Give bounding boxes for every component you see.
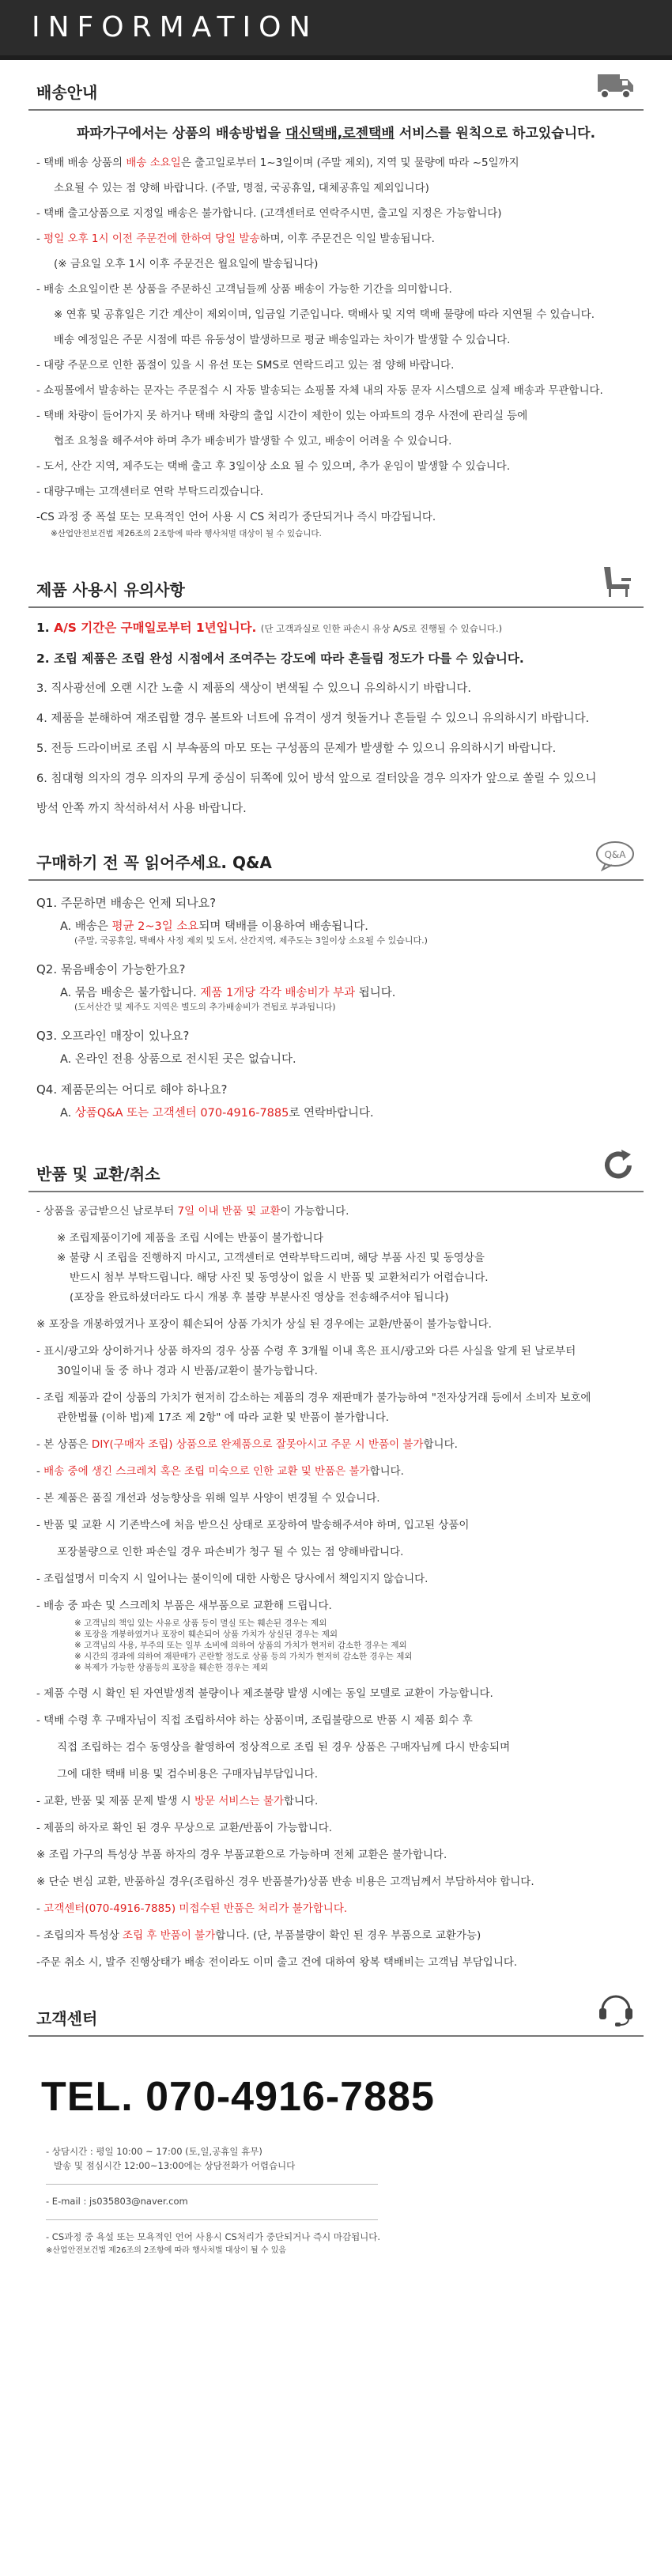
returns-small-note: ※ 복제가 가능한 상품등의 포장을 훼손한 경우는 제외 bbox=[74, 1663, 269, 1672]
returns-item-text-post: 합니다. (단, 부품불량이 확인 된 경우 부품으로 교환가능) bbox=[215, 1929, 481, 1942]
returns-item-text: 관한법률 (이하 법)제 17조 제 2항" 에 따라 교환 및 반품이 불가합니다. bbox=[57, 1411, 390, 1424]
returns-section bbox=[0, 1142, 672, 1970]
returns-item bbox=[28, 1847, 644, 1863]
qna-answer-text-post: 로 연락바랍니다. bbox=[289, 1107, 374, 1120]
delivery-item bbox=[28, 156, 644, 171]
usage-item-text: 3. 직사광선에 오랜 시간 노출 시 제품의 색상이 변색될 수 있으니 유의하시기 바랍니다. bbox=[36, 682, 471, 695]
returns-item bbox=[28, 1955, 644, 1970]
returns-item-text: - 배송 중 파손 및 스크레치 부품은 새부품으로 교환해 드립니다. bbox=[36, 1600, 332, 1612]
usage-item bbox=[28, 740, 644, 757]
returns-item bbox=[28, 1464, 644, 1479]
usage-item-text: 5. 전등 드라이버로 조립 시 부속품의 마모 또는 구성품의 문제가 발생할 수 있으니 유의하시기 바랍니다. bbox=[36, 742, 557, 755]
returns-item bbox=[28, 1490, 644, 1506]
delivery-lead bbox=[28, 122, 644, 142]
delivery-item-text: - 택배 차량이 들어가지 못 하거나 택배 차량의 출입 시간이 제한이 있는 아파트의 경우 사전에 관리실 등에 bbox=[36, 410, 528, 422]
usage-item-highlight: A/S 기간은 구매일로부터 1년입니다. bbox=[54, 621, 257, 635]
qna-question: Q2. 묶음배송이 가능한가요? bbox=[36, 962, 186, 976]
delivery-header bbox=[28, 60, 644, 111]
delivery-item-text-post: 하며, 이후 주문건은 익일 발송됩니다. bbox=[259, 232, 435, 245]
returns-item-text: ※ 조립 가구의 특성상 부품 하자의 경우 부품교환으로 가능하며 전체 교환은 불가합니다. bbox=[36, 1849, 447, 1861]
qna-list bbox=[28, 895, 644, 1121]
delivery-item bbox=[28, 181, 644, 196]
delivery-item-text-post: 은 출고일로부터 1~3일이며 (주말 제외), 지역 및 물량에 따라 ~5일까지 bbox=[180, 157, 519, 169]
usage-heading: 제품 사용시 유의사항 bbox=[36, 580, 185, 599]
returns-item-text: ※ 단순 변심 교환, 반품하실 경우(조립하신 경우 반품불가)상품 반송 비용은 고객님께서 부담하셔야 합니다. bbox=[36, 1875, 534, 1888]
qna-heading: 구매하기 전 꼭 읽어주세요. Q&A bbox=[36, 853, 272, 872]
qna-answer bbox=[28, 1052, 644, 1067]
returns-small-note: ※ 시간의 경과에 의하여 재판매가 곤란할 정도로 상품 등의 가치가 현저히 감소한 경우는 제외 bbox=[74, 1652, 413, 1661]
usage-header bbox=[28, 557, 644, 608]
delivery-item-text: 소요될 수 있는 점 양해 바랍니다. (주말, 명절, 국공휴일, 대체공휴일 제외입니다) bbox=[54, 182, 429, 195]
qna-question: Q3. 오프라인 매장이 있나요? bbox=[36, 1029, 190, 1043]
returns-item-highlight: 고객센터(070-4916-7885) 미접수된 반품은 처리가 불가합니다. bbox=[43, 1902, 348, 1915]
returns-item bbox=[28, 1874, 644, 1890]
cs-tel[interactable]: TEL. 070-4916-7885 bbox=[41, 2074, 435, 2120]
returns-item-text-post: 합니다. bbox=[283, 1795, 319, 1807]
returns-item-text: - 택배 수령 후 구매자님이 직접 조립하셔야 하는 상품이며, 조립불량으로 반품 시 제품 회수 후 bbox=[36, 1714, 473, 1727]
returns-item bbox=[28, 1437, 644, 1452]
returns-item-text: - 본 상품은 bbox=[36, 1438, 92, 1451]
returns-item-text: -주문 취소 시, 발주 진행상태가 배송 전이라도 이미 출고 건에 대하여 왕복 택배비는 고객님 부담입니다. bbox=[36, 1956, 518, 1969]
returns-item bbox=[28, 1793, 644, 1809]
delivery-item bbox=[28, 358, 644, 373]
returns-item-text: - 교환, 반품 및 제품 문제 발생 시 bbox=[36, 1795, 194, 1807]
returns-item-text: - 제품의 하자로 확인 된 경우 무상으로 교환/반품이 가능합니다. bbox=[36, 1822, 333, 1834]
qna-answer-text-post: 됩니다. bbox=[355, 987, 396, 999]
cs-section bbox=[0, 1986, 672, 2258]
qna-answer-text-post: 되며 택배를 이용하여 배송됩니다. bbox=[198, 920, 368, 933]
returns-item bbox=[28, 1901, 644, 1917]
returns-item bbox=[28, 1290, 644, 1305]
returns-item bbox=[28, 1598, 644, 1614]
usage-item bbox=[28, 710, 644, 727]
delivery-section bbox=[0, 60, 672, 540]
qna-answer bbox=[28, 1105, 644, 1121]
delivery-item-text: 협조 요청을 해주셔야 하며 추가 배송비가 발생할 수 있고, 배송이 어려울 수 있습니다. bbox=[54, 435, 452, 448]
returns-item bbox=[28, 1250, 644, 1266]
returns-item bbox=[28, 1713, 644, 1728]
returns-item-text: - 조립설명서 미숙지 시 일어나는 불이익에 대한 사항은 당사에서 책임지지 않습니다. bbox=[36, 1573, 428, 1585]
delivery-item bbox=[28, 434, 644, 449]
usage-item bbox=[28, 770, 644, 788]
returns-item bbox=[28, 1766, 644, 1782]
delivery-item-text: - 배송 소요일이란 본 상품을 주문하신 고객님들께 상품 배송이 가능한 기간을 의미합니다. bbox=[36, 283, 452, 296]
qna-answer-highlight: 상품Q&A 또는 고객센터 070-4916-7885 bbox=[74, 1107, 289, 1120]
returns-item-highlight: 배송 중에 생긴 스크레치 혹은 조립 미숙으로 인한 교환 및 반품은 불가 bbox=[43, 1465, 370, 1478]
qna-section bbox=[0, 830, 672, 1142]
returns-item-text: - 본 제품은 품질 개선과 성능향상을 위해 일부 사양이 변경될 수 있습니다. bbox=[36, 1492, 380, 1505]
delivery-item-highlight: 평일 오후 1시 이전 주문건에 한하여 당일 발송 bbox=[43, 232, 260, 245]
returns-item-text: - 조립 제품과 같이 상품의 가치가 현저히 감소하는 제품의 경우 재판매가 불가능하여 "전자상거래 등에서 소비자 보호에 bbox=[36, 1392, 591, 1404]
returns-item-text-post: 합니다. bbox=[369, 1465, 404, 1478]
qna-answer-note: (도서산간 및 제주도 지역은 별도의 추가배송비가 견됩로 부과됩니다) bbox=[74, 1002, 336, 1012]
returns-item bbox=[28, 1571, 644, 1587]
delivery-heading: 배송안내 bbox=[36, 83, 98, 102]
usage-item-text: 1. bbox=[36, 621, 55, 635]
usage-item-text: 4. 제품을 분해하여 재조립할 경우 볼트와 너트에 유격이 생겨 헛돌거나 흔들릴 수 있으니 유의하시기 바랍니다. bbox=[36, 712, 590, 725]
qna-badge-text: Q&A bbox=[604, 849, 626, 860]
returns-item bbox=[28, 1203, 644, 1219]
delivery-item-text: - bbox=[36, 232, 44, 245]
returns-small-note: ※ 고객님의 사용, 부주의 또는 일부 소비에 의하여 상품의 가치가 현저히 감소한 경우는 제외 bbox=[74, 1641, 407, 1650]
cs-email[interactable]: - E-mail : js035803@naver.com bbox=[46, 2196, 188, 2207]
returns-item-text-post: 이 가능합니다. bbox=[280, 1205, 349, 1218]
returns-item-text: 직접 조립하는 검수 동영상을 촬영하여 정상적으로 조립 된 경우 상품은 구매자님께 다시 반송되며 bbox=[57, 1741, 511, 1754]
delivery-cs-row: -CS 과정 중 폭설 또는 모욕적인 언어 사용 시 CS 처리가 중단되거나 즉시 마감됩니다. bbox=[36, 511, 436, 523]
usage-item bbox=[28, 650, 644, 667]
returns-item bbox=[28, 1230, 644, 1246]
delivery-item bbox=[28, 333, 644, 348]
usage-item-text: 방석 안쪽 까지 착석하셔서 사용 바랍니다. bbox=[36, 803, 247, 815]
returns-item-text: (포장을 완료하셨더라도 다시 개봉 후 불량 부분사진 영상을 전송해주셔야 됩니다) bbox=[70, 1291, 449, 1304]
delivery-item-text: - 쇼핑몰에서 발송하는 문자는 주문접수 시 자동 발송되는 쇼핑몰 자체 내의 자동 문자 시스템으로 실제 배송과 무관합니다. bbox=[36, 384, 603, 397]
returns-item-text-post: 합니다. bbox=[423, 1438, 458, 1451]
usage-item bbox=[28, 800, 644, 818]
qna-bubble-icon bbox=[595, 840, 636, 871]
qna-answer bbox=[28, 919, 644, 935]
cs-hours: - 상담시간 : 평일 10:00 ~ 17:00 (토,일,공휴일 휴무) bbox=[46, 2146, 262, 2157]
delivery-item bbox=[28, 206, 644, 221]
delivery-item-text: - 도서, 산간 지역, 제주도는 택배 출고 후 3일이상 소요 될 수 있으며, 추가 운임이 발생할 수 있습니다. bbox=[36, 460, 511, 473]
delivery-item-text: ※ 연휴 및 공휴일은 기간 계산이 제외이며, 입금일 기준입니다. 택배사 및 지역 택배 물량에 따라 지연될 수 있습니다. bbox=[54, 308, 595, 321]
qna-answer-note: (주말, 국공휴일, 택배사 사정 제외 및 도서, 산간지역, 제주도는 3일이상 소요될 수 있습니다.) bbox=[74, 935, 428, 946]
delivery-item-text: - 택배 배송 상품의 bbox=[36, 157, 126, 169]
qna-answer-highlight: 제품 1개당 각각 배송비가 부과 bbox=[200, 987, 356, 999]
returns-item-text: ※ 조립제품이기에 제품을 조립 시에는 반품이 불가합니다 bbox=[57, 1232, 324, 1245]
usage-list bbox=[28, 619, 644, 818]
qna-answer bbox=[28, 985, 644, 1001]
qna-answer-text: A. bbox=[60, 1107, 75, 1120]
returns-item-text: ※ 불량 시 조립을 진행하지 마시고, 고객센터로 연락부탁드리며, 해당 부품 사진 및 동영상을 bbox=[57, 1252, 485, 1264]
qna-header bbox=[28, 830, 644, 881]
returns-item-text: - 제품 수령 시 확인 된 자연발생적 불량이나 제조불량 발생 시에는 동일 모델로 교환이 가능합니다. bbox=[36, 1687, 493, 1700]
qna-answer-text: A. 온라인 전용 상품으로 전시된 곳은 없습니다. bbox=[60, 1053, 296, 1066]
delivery-item-text: - 대량구매는 고객센터로 연락 부탁드리겠습니다. bbox=[36, 485, 264, 498]
delivery-item bbox=[28, 409, 644, 424]
refresh-icon bbox=[601, 1148, 636, 1183]
cs-divider-2 bbox=[46, 2219, 378, 2220]
cs-policy: - CS과정 중 욕설 또는 모욕적인 언어 사용시 CS처리가 중단되거나 즉시 마감됩니다. bbox=[46, 2231, 381, 2242]
delivery-item-text: - 택배 출고상품으로 지정일 배송은 불가합니다. (고객센터로 연락주시면, 출고일 지정은 가능합니다) bbox=[36, 207, 502, 220]
returns-item bbox=[28, 1390, 644, 1406]
returns-item-text: - bbox=[36, 1902, 44, 1915]
delivery-list bbox=[28, 156, 644, 500]
returns-small-note: ※ 고객님의 책임 있는 사유로 상품 등이 멸실 또는 훼손된 경우는 제외 bbox=[74, 1618, 327, 1628]
returns-item bbox=[28, 1544, 644, 1560]
delivery-item bbox=[28, 383, 644, 398]
returns-item-text: - bbox=[36, 1465, 44, 1478]
returns-list-2 bbox=[28, 1686, 644, 1970]
returns-list bbox=[28, 1203, 644, 1614]
delivery-item-text: 배송 예정일은 주문 시점에 따른 유동성이 발생하므로 평균 배송일과는 차이가 발생할 수 있습니다. bbox=[54, 334, 511, 346]
returns-item bbox=[28, 1316, 644, 1332]
banner-title: INFORMATION bbox=[32, 11, 319, 43]
lead-text: 파파가구에서는 상품의 배송방법을 bbox=[76, 126, 286, 142]
cs-header bbox=[28, 1986, 644, 2037]
returns-item-text: 그에 대한 택배 비용 및 검수비용은 구매자님부담입니다. bbox=[57, 1768, 318, 1781]
usage-item-text: 2. 조립 제품은 조립 완성 시점에서 조여주는 강도에 따라 흔들림 정도가 다를 수 있습니다. bbox=[36, 652, 524, 666]
returns-item bbox=[28, 1517, 644, 1533]
lead-text-post: 서비스를 원칙으로 하고있습니다. bbox=[394, 126, 596, 142]
delivery-item-highlight: 배송 소요일 bbox=[126, 157, 181, 169]
returns-item bbox=[28, 1739, 644, 1755]
returns-item bbox=[28, 1343, 644, 1359]
returns-item-text: - 반품 및 교환 시 기존박스에 처음 받으신 상태로 포장하여 발송해주셔야 하며, 입고된 상품이 bbox=[36, 1519, 470, 1532]
chair-icon bbox=[598, 564, 636, 599]
delivery-item bbox=[28, 257, 644, 272]
cs-divider bbox=[46, 2184, 378, 2185]
returns-item-highlight: DIY(구매자 조립) 상품으로 완제품으로 잘못아시고 주문 시 반품이 불가 bbox=[91, 1438, 424, 1451]
cs-heading: 고객센터 bbox=[36, 2009, 98, 2028]
returns-item bbox=[28, 1270, 644, 1286]
delivery-item bbox=[28, 485, 644, 500]
usage-item-note: (단 고객과실로 인한 파손시 유상 A/S로 진행될 수 있습니다.) bbox=[260, 623, 503, 634]
qna-answer-text: A. 배송은 bbox=[60, 920, 112, 933]
usage-item bbox=[28, 619, 644, 637]
qna-answer-text: A. 묶음 배송은 불가합니다. bbox=[60, 987, 201, 999]
returns-small-note: ※ 포장을 개봉하였거나 포장이 훼손되어 상품 가치가 상실된 경우는 제외 bbox=[74, 1630, 338, 1639]
qna-question: Q4. 제품문의는 어디로 해야 하나요? bbox=[36, 1082, 228, 1097]
returns-item bbox=[28, 1363, 644, 1379]
returns-item-text: - 상품을 공급받으신 날로부터 bbox=[36, 1205, 178, 1218]
delivery-item bbox=[28, 282, 644, 297]
returns-item-text: - 조립의자 특성상 bbox=[36, 1929, 123, 1942]
returns-item bbox=[28, 1820, 644, 1836]
usage-item-text: 6. 침대형 의자의 경우 의자의 무게 중심이 뒤쪽에 있어 방석 앞으로 걸터앉을 경우 의자가 앞으로 쏠릴 수 있으니 bbox=[36, 772, 597, 785]
returns-header bbox=[28, 1142, 644, 1192]
lead-highlight: 대신택배,로젠택배 bbox=[285, 126, 395, 142]
returns-item-text: ※ 포장을 개봉하였거나 포장이 훼손되어 상품 가치가 상실 된 경우에는 교환/반품이 불가능합니다. bbox=[36, 1318, 492, 1331]
returns-item-text: 반드시 첨부 부탁드립니다. 해당 사진 및 동영상이 없을 시 반품 및 교환처리가 어렵습니다. bbox=[70, 1271, 489, 1284]
delivery-item-text: - 대량 주문으로 인한 품절이 있을 시 유선 또는 SMS로 연락드리고 있는 점 양해 바랍니다. bbox=[36, 359, 455, 372]
returns-item-text: - 표시/광고와 상이하거나 상품 하자의 경우 상품 수령 후 3개월 이내 혹은 표시/광고와 다른 사실을 알게 된 날로부터 bbox=[36, 1345, 576, 1358]
usage-section bbox=[0, 557, 672, 818]
truck-icon bbox=[596, 70, 636, 101]
returns-item-text: 포장불량으로 인한 파손일 경우 파손비가 청구 될 수 있는 점 양해바랍니다. bbox=[57, 1546, 404, 1558]
delivery-item bbox=[28, 459, 644, 474]
info-banner bbox=[0, 0, 672, 60]
qna-answer-highlight: 평균 2~3일 소요 bbox=[111, 920, 199, 933]
returns-item bbox=[28, 1686, 644, 1702]
delivery-item bbox=[28, 308, 644, 323]
returns-item-highlight: 조립 후 반품이 불가 bbox=[123, 1929, 216, 1942]
returns-item bbox=[28, 1410, 644, 1426]
delivery-item bbox=[28, 232, 644, 247]
delivery-cs-note: ※산업안전보건법 제26조의 2조항에 따라 행사처벌 대상이 될 수 있습니다. bbox=[51, 529, 322, 538]
returns-item-highlight: 7일 이내 반품 및 교환 bbox=[177, 1205, 281, 1218]
returns-heading: 반품 및 교환/취소 bbox=[36, 1165, 160, 1184]
cs-policy-note: ※산업안전보건법 제26조의 2조항에 따라 행사처벌 대상이 될 수 있음 bbox=[46, 2246, 287, 2255]
delivery-item-text: (※ 금요일 오후 1시 이후 주문건은 월요일에 발송됩니다) bbox=[54, 258, 319, 270]
returns-item-text: 30일이내 둘 중 하나 경과 시 반품/교환이 불가능합니다. bbox=[57, 1365, 318, 1377]
headset-icon bbox=[596, 1988, 636, 2027]
qna-question: Q1. 주문하면 배송은 언제 되나요? bbox=[36, 896, 217, 910]
usage-item bbox=[28, 680, 644, 697]
cs-lunch: 발송 및 점심시간 12:00~13:00에는 상담전화가 어렵습니다 bbox=[54, 2160, 296, 2171]
returns-item-highlight: 방문 서비스는 불가 bbox=[194, 1795, 284, 1807]
returns-item bbox=[28, 1928, 644, 1943]
returns-small-notes bbox=[28, 1618, 644, 1673]
